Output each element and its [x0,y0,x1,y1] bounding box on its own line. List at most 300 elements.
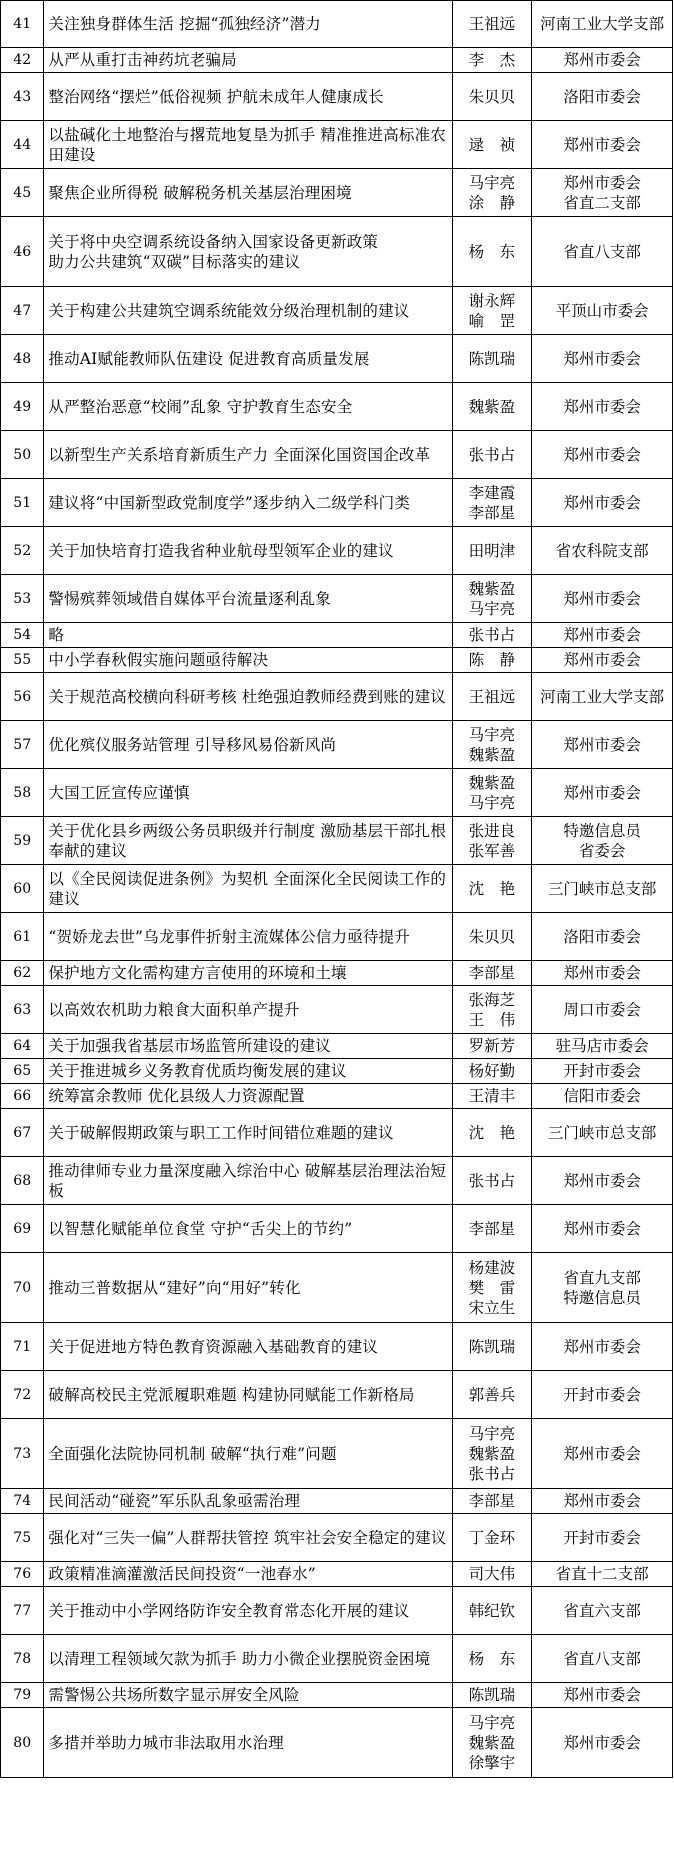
unit-name: 郑州市委会 [563,173,641,192]
submitting-unit [532,673,673,721]
row-number: 61 [1,913,44,961]
author-name: 陈 静 [468,651,516,669]
author-names [452,1562,532,1587]
author-name: 丁金环 [468,1528,516,1547]
author-names [452,1059,532,1084]
table-row [1,383,673,431]
submitting-unit [532,769,673,817]
unit-name: 开封市委会 [563,1062,641,1080]
proposal-title-line: 以新型生产关系培育新质生产力 全面深化国资国企改革 [48,445,431,464]
row-number: 71 [1,1323,44,1371]
author-names [452,648,532,673]
author-name: 张海芝 [468,990,516,1009]
table-row [1,1205,673,1253]
proposal-title-line: 关于加强我省基层市场监管所建设的建议 [48,1037,331,1055]
table-row [1,73,673,121]
unit-name: 郑州市委会 [563,589,641,608]
submitting-unit [532,817,673,865]
table-row [1,648,673,673]
author-names [452,383,532,431]
table-row [1,1562,673,1587]
author-name: 韩纪钦 [468,1601,516,1620]
table-row [1,575,673,623]
table-row [1,217,673,287]
proposal-title [44,1514,452,1562]
author-name: 马宇亮 [468,1713,516,1732]
proposal-title [44,479,452,527]
author-name: 田明津 [468,541,516,560]
author-names [452,73,532,121]
row-number: 52 [1,527,44,575]
proposal-title-line: 全面强化法院协同机制 破解“执行难”问题 [48,1444,337,1463]
table-row [1,287,673,335]
table-row [1,986,673,1034]
author-name: 魏紫盈 [468,397,516,416]
proposal-title-line: 多措并举助力城市非法取用水治理 [48,1733,284,1752]
table-row [1,673,673,721]
author-names [452,1253,532,1323]
submitting-unit [532,1562,673,1587]
author-name: 李部星 [468,1492,516,1510]
author-name: 司大伟 [468,1565,516,1583]
proposal-title-line: 推动三普数据从“建好”向“用好”转化 [48,1278,301,1297]
author-name: 朱贝贝 [468,87,516,106]
row-number: 50 [1,431,44,479]
table-row [1,169,673,217]
author-names [452,913,532,961]
unit-name: 三门峡市总支部 [547,879,657,898]
row-number: 48 [1,335,44,383]
unit-name: 郑州市委会 [563,1492,641,1510]
table-row [1,1253,673,1323]
submitting-unit [532,961,673,986]
row-number: 46 [1,217,44,287]
row-number: 55 [1,648,44,673]
proposal-title [44,575,452,623]
row-number: 54 [1,623,44,648]
unit-name: 省农科院支部 [555,541,649,560]
author-name: 陈凯瑞 [468,1686,516,1704]
unit-name: 郑州市委会 [563,1171,641,1190]
table-row [1,817,673,865]
unit-name: 开封市委会 [563,1528,641,1547]
author-name: 张书占 [468,1464,516,1483]
author-name: 王祖远 [468,15,516,33]
table-row [1,1489,673,1514]
proposal-title-line: 关于推动中小学网络防诈安全教育常态化开展的建议 [48,1601,410,1620]
author-names [452,1419,532,1489]
unit-name: 郑州市委会 [563,135,641,154]
proposal-title [44,1635,452,1683]
table-row [1,913,673,961]
unit-name: 郑州市委会 [563,445,641,464]
unit-name: 省直八支部 [563,242,641,261]
submitting-unit [532,1,673,48]
proposal-title [44,121,452,169]
submitting-unit [532,986,673,1034]
proposal-title-line: 关于推进城乡义务教育优质均衡发展的建议 [48,1062,347,1080]
row-number: 59 [1,817,44,865]
proposal-title-line: 以高效农机助力粮食大面积单产提升 [48,1000,300,1019]
author-name: 樊 雷 [468,1278,516,1297]
unit-name: 郑州市委会 [563,626,641,644]
table-row [1,48,673,73]
table-row [1,1034,673,1059]
submitting-unit [532,383,673,431]
row-number: 51 [1,479,44,527]
author-names [452,721,532,769]
submitting-unit [532,1157,673,1205]
proposal-title-line: 关于规范高校横向科研考核 杜绝强迫教师经费到账的建议 [48,687,447,706]
proposal-title-line: “贺娇龙去世”乌龙事件折射主流媒体公信力亟待提升 [48,927,411,946]
unit-name: 郑州市委会 [563,651,641,669]
row-number: 58 [1,769,44,817]
proposal-title [44,383,452,431]
proposal-title-line: 聚焦企业所得税 破解税务机关基层治理困境 [48,183,352,202]
proposal-title-line: 保护地方文化需构建方言使用的环境和土壤 [48,964,347,982]
author-names [452,986,532,1034]
proposal-title [44,1419,452,1489]
proposal-title [44,1034,452,1059]
proposal-title [44,1323,452,1371]
author-name: 王清丰 [468,1087,516,1105]
proposal-title-line: 统筹富余教师 优化县级人力资源配置 [48,1087,305,1105]
submitting-unit [532,913,673,961]
row-number: 66 [1,1084,44,1109]
proposal-title [44,1253,452,1323]
author-names [452,121,532,169]
row-number: 80 [1,1708,44,1778]
table-row [1,1059,673,1084]
table-row [1,1514,673,1562]
unit-name: 郑州市委会 [563,1337,641,1356]
proposal-table-body [1,1,673,1778]
proposal-title-line: 优化殡仪服务站管理 引导移风易俗新风尚 [48,735,337,754]
unit-name: 洛阳市委会 [563,87,641,106]
submitting-unit [532,648,673,673]
proposal-title [44,769,452,817]
author-name: 涂 静 [468,193,516,212]
proposal-title [44,1157,452,1205]
unit-name: 平顶山市委会 [555,301,649,320]
unit-name: 省直九支部 [563,1268,641,1287]
submitting-unit [532,1587,673,1635]
table-row [1,1323,673,1371]
table-row [1,769,673,817]
author-name: 朱贝贝 [468,927,516,946]
row-number: 67 [1,1109,44,1157]
proposal-title [44,1587,452,1635]
submitting-unit [532,1253,673,1323]
author-names [452,1683,532,1708]
author-names [452,1157,532,1205]
unit-name: 省直十二支部 [555,1565,649,1583]
submitting-unit [532,721,673,769]
table-row [1,961,673,986]
author-name: 魏紫盈 [468,1733,516,1752]
row-number: 72 [1,1371,44,1419]
proposal-title-line: 需警惕公共场所数字显示屏安全风险 [48,1686,300,1704]
row-number: 44 [1,121,44,169]
author-name: 陈凯瑞 [468,349,516,368]
author-names [452,1084,532,1109]
row-number: 43 [1,73,44,121]
author-names [452,961,532,986]
unit-name: 驻马店市委会 [555,1037,649,1055]
submitting-unit [532,48,673,73]
author-name: 张进良 [468,821,516,840]
row-number: 47 [1,287,44,335]
proposal-title-line: 关注独身群体生活 挖掘“孤独经济”潜力 [48,15,321,33]
submitting-unit [532,1371,673,1419]
unit-name: 郑州市委会 [563,1219,641,1238]
submitting-unit [532,1205,673,1253]
row-number: 74 [1,1489,44,1514]
proposal-title [44,865,452,913]
submitting-unit [532,623,673,648]
author-names [452,1635,532,1683]
author-name: 张军善 [468,841,516,860]
unit-name: 郑州市委会 [563,1686,641,1704]
author-names [452,1,532,48]
author-names [452,1109,532,1157]
proposal-title [44,721,452,769]
submitting-unit [532,1059,673,1084]
proposal-title-line: 推动AI赋能教师队伍建设 促进教育高质量发展 [48,349,370,368]
unit-name: 省直二支部 [563,193,641,212]
proposal-title-line: 关于优化县乡两级公务员职级并行制度 激励基层干部扎根奉献的建议 [48,821,447,860]
table-row [1,1157,673,1205]
table-row [1,1683,673,1708]
row-number: 53 [1,575,44,623]
submitting-unit [532,1635,673,1683]
submitting-unit [532,73,673,121]
proposal-title-line: 关于促进地方特色教育资源融入基础教育的建议 [48,1337,379,1356]
submitting-unit [532,287,673,335]
author-names [452,1371,532,1419]
author-name: 马宇亮 [468,725,516,744]
proposal-title [44,1371,452,1419]
row-number: 56 [1,673,44,721]
proposal-title [44,1708,452,1778]
row-number: 57 [1,721,44,769]
proposal-title [44,1059,452,1084]
table-row [1,1,673,48]
submitting-unit [532,1034,673,1059]
author-name: 魏紫盈 [468,1444,516,1463]
proposal-title-line: 以智慧化赋能单位食堂 守护“舌尖上的节约” [48,1219,353,1238]
author-name: 逯 祯 [468,135,516,154]
unit-name: 郑州市委会 [563,493,641,512]
submitting-unit [532,1419,673,1489]
author-names [452,769,532,817]
proposal-title [44,1,452,48]
proposal-title [44,623,452,648]
proposal-title-line: 略 [48,626,65,644]
unit-name: 郑州市委会 [563,51,641,69]
author-name: 张书占 [468,626,516,644]
proposal-title-line: 关于加快培育打造我省种业航母型领军企业的建议 [48,541,394,560]
unit-name: 河南工业大学支部 [540,15,665,33]
proposal-title [44,1489,452,1514]
submitting-unit [532,121,673,169]
author-names [452,287,532,335]
table-row [1,623,673,648]
author-name: 徐擎宇 [468,1753,516,1772]
row-number: 42 [1,48,44,73]
proposal-title-line: 以《全民阅读促进条例》为契机 全面深化全民阅读工作的建议 [48,869,447,908]
submitting-unit [532,169,673,217]
author-names [452,575,532,623]
proposal-title [44,986,452,1034]
submitting-unit [532,1323,673,1371]
proposal-title-line: 以盐碱化土地整治与撂荒地复垦为抓手 精准推进高标准农田建设 [48,125,447,164]
submitting-unit [532,1683,673,1708]
table-row [1,1371,673,1419]
proposal-title [44,673,452,721]
row-number: 62 [1,961,44,986]
author-name: 谢永辉 [468,291,516,310]
unit-name: 特邀信息员 [563,821,641,840]
submitting-unit [532,1084,673,1109]
author-name: 马宇亮 [468,793,516,812]
proposal-title-line: 中小学春秋假实施问题亟待解决 [48,651,269,669]
proposal-title-line: 以清理工程领域欠款为抓手 助力小微企业摆脱资金困境 [48,1649,431,1668]
author-name: 陈凯瑞 [468,1337,516,1356]
row-number: 65 [1,1059,44,1084]
unit-name: 省直六支部 [563,1601,641,1620]
author-name: 马宇亮 [468,599,516,618]
author-name: 李建霞 [468,483,516,502]
author-name: 王祖远 [468,687,516,706]
proposal-title [44,335,452,383]
table-row [1,1587,673,1635]
row-number: 78 [1,1635,44,1683]
author-name: 宋立生 [468,1298,516,1317]
submitting-unit [532,527,673,575]
unit-name: 郑州市委会 [563,349,641,368]
author-names [452,1034,532,1059]
author-names [452,1587,532,1635]
author-names [452,335,532,383]
row-number: 70 [1,1253,44,1323]
proposal-title-line: 关于破解假期政策与职工工作时间错位难题的建议 [48,1123,394,1142]
unit-name: 周口市委会 [563,1000,641,1019]
proposal-title [44,48,452,73]
proposal-title-line: 破解高校民主党派履职难题 构建协同赋能工作新格局 [48,1385,415,1404]
author-names [452,817,532,865]
unit-name: 郑州市委会 [563,964,641,982]
row-number: 64 [1,1034,44,1059]
proposal-title [44,73,452,121]
author-name: 杨 东 [468,242,516,261]
row-number: 60 [1,865,44,913]
submitting-unit [532,1708,673,1778]
table-row [1,479,673,527]
author-name: 马宇亮 [468,173,516,192]
proposal-title [44,527,452,575]
row-number: 63 [1,986,44,1034]
author-names [452,169,532,217]
proposal-title-line: 警惕殡葬领域借自媒体平台流量逐利乱象 [48,589,331,608]
author-name: 李 杰 [468,51,516,69]
proposal-title [44,1084,452,1109]
proposal-title [44,1109,452,1157]
proposal-title [44,1562,452,1587]
proposal-title-line: 强化对“三失一偏”人群帮扶管控 筑牢社会安全稳定的建议 [48,1528,447,1547]
row-number: 45 [1,169,44,217]
author-name: 喻 罡 [468,311,516,330]
author-name: 杨建波 [468,1258,516,1277]
author-name: 张书占 [468,1171,516,1190]
author-name: 王 伟 [468,1010,516,1029]
author-name: 李部星 [468,503,516,522]
submitting-unit [532,1514,673,1562]
author-name: 罗新芳 [468,1037,516,1055]
row-number: 79 [1,1683,44,1708]
author-name: 李部星 [468,964,516,982]
author-names [452,217,532,287]
author-name: 李部星 [468,1219,516,1238]
proposal-title-line: 整治网络“摆烂”低俗视频 护航未成年人健康成长 [48,87,384,106]
author-name: 张书占 [468,445,516,464]
proposal-title [44,217,452,287]
submitting-unit [532,1109,673,1157]
proposal-title-line: 关于构建公共建筑空调系统能效分级治理机制的建议 [48,301,410,320]
proposal-title-line: 大国工匠宣传应谨慎 [48,783,190,802]
author-name: 马宇亮 [468,1424,516,1443]
unit-name: 三门峡市总支部 [547,1123,657,1142]
table-row [1,1109,673,1157]
author-names [452,48,532,73]
proposal-title-line: 从严整治恶意“校闹”乱象 守护教育生态安全 [48,397,353,416]
author-names [452,1323,532,1371]
unit-name: 郑州市委会 [563,397,641,416]
submitting-unit [532,335,673,383]
row-number: 49 [1,383,44,431]
table-row [1,1419,673,1489]
table-row [1,1635,673,1683]
proposal-title [44,431,452,479]
table-row [1,527,673,575]
submitting-unit [532,1489,673,1514]
author-names [452,1205,532,1253]
row-number: 77 [1,1587,44,1635]
author-names [452,527,532,575]
unit-name: 郑州市委会 [563,1444,641,1463]
proposal-title-line: 政策精准滴灌激活民间投资“一池春水” [48,1565,316,1583]
row-number: 41 [1,1,44,48]
table-row [1,1708,673,1778]
proposal-title-line: 从严从重打击神药坑老骗局 [48,51,237,69]
submitting-unit [532,479,673,527]
unit-name: 开封市委会 [563,1385,641,1404]
author-names [452,479,532,527]
author-names [452,623,532,648]
submitting-unit [532,575,673,623]
submitting-unit [532,431,673,479]
proposal-title [44,817,452,865]
proposal-title-line: 民间活动“碰瓷”军乐队乱象亟需治理 [48,1492,301,1510]
proposal-title [44,961,452,986]
unit-name: 郑州市委会 [563,735,641,754]
proposal-title [44,1683,452,1708]
proposal-title [44,169,452,217]
author-names [452,1708,532,1778]
proposal-title [44,913,452,961]
table-row [1,865,673,913]
author-name: 沈 艳 [468,879,516,898]
